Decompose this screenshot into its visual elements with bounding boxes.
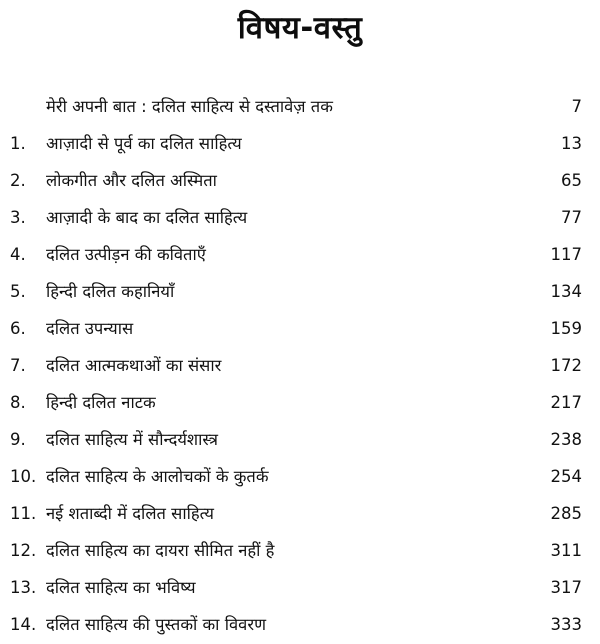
- toc-entry-2: [0, 162, 600, 199]
- entry-number: 10.: [10, 467, 37, 486]
- entry-page-number: 238: [550, 430, 582, 449]
- toc-entry-5: [0, 273, 600, 310]
- entry-number: 4.: [10, 245, 26, 264]
- entry-number: 6.: [10, 319, 26, 338]
- entry-number: 5.: [10, 282, 26, 301]
- toc-entry-3: [0, 199, 600, 236]
- entry-title: मेरी अपनी बात : दलित साहित्य से दस्तावेज़ तक: [46, 97, 333, 116]
- entry-page-number: 134: [550, 282, 582, 301]
- entry-title: दलित साहित्य की पुस्तकों का विवरण: [46, 615, 267, 634]
- entry-title: दलित उपन्यास: [46, 319, 134, 338]
- entry-page-number: 317: [550, 578, 582, 597]
- entry-page-number: 254: [550, 467, 582, 486]
- entry-number: 8.: [10, 393, 26, 412]
- entry-page-number: 7: [571, 97, 582, 116]
- entry-title: दलित साहित्य का भविष्य: [46, 578, 196, 597]
- entry-title: हिन्दी दलित कहानियाँ: [46, 282, 175, 301]
- entry-title: नई शताब्दी में दलित साहित्य: [46, 504, 214, 523]
- entry-title: दलित साहित्य के आलोचकों के कुतर्क: [46, 467, 269, 486]
- toc-entry-1: [0, 125, 600, 162]
- toc-entry-14: [0, 606, 600, 643]
- toc-entry-preface: [0, 88, 600, 125]
- entry-number: 2.: [10, 171, 26, 190]
- toc-entry-9: [0, 421, 600, 458]
- entry-page-number: 77: [561, 208, 582, 227]
- entry-number: 1.: [10, 134, 26, 153]
- entry-number: 9.: [10, 430, 26, 449]
- entry-title: आज़ादी के बाद का दलित साहित्य: [46, 208, 248, 227]
- entry-title: दलित साहित्य का दायरा सीमित नहीं है: [46, 541, 275, 560]
- table-of-contents: [0, 88, 600, 643]
- entry-number: 11.: [10, 504, 37, 523]
- entry-title: दलित साहित्य में सौन्दर्यशास्त्र: [46, 430, 218, 449]
- toc-entry-8: [0, 384, 600, 421]
- entry-page-number: 13: [561, 134, 582, 153]
- entry-title: आज़ादी से पूर्व का दलित साहित्य: [46, 134, 242, 153]
- toc-entry-4: [0, 236, 600, 273]
- entry-title: दलित उत्पीड़न की कविताएँ: [46, 245, 206, 264]
- entry-number: 7.: [10, 356, 26, 375]
- toc-entry-12: [0, 532, 600, 569]
- entry-page-number: 285: [550, 504, 582, 523]
- entry-page-number: 117: [550, 245, 582, 264]
- toc-entry-6: [0, 310, 600, 347]
- entry-number: 14.: [10, 615, 37, 634]
- entry-title: हिन्दी दलित नाटक: [46, 393, 156, 412]
- entry-title: लोकगीत और दलित अस्मिता: [46, 171, 217, 190]
- toc-entry-7: [0, 347, 600, 384]
- entry-page-number: 172: [550, 356, 582, 375]
- toc-entry-10: [0, 458, 600, 495]
- entry-number: 3.: [10, 208, 26, 227]
- entry-page-number: 217: [550, 393, 582, 412]
- toc-entry-11: [0, 495, 600, 532]
- entry-page-number: 159: [550, 319, 582, 338]
- entry-number: 13.: [10, 578, 37, 597]
- entry-title: दलित आत्मकथाओं का संसार: [46, 356, 222, 375]
- entry-page-number: 333: [550, 615, 582, 634]
- toc-entry-13: [0, 569, 600, 606]
- entry-page-number: 65: [561, 171, 582, 190]
- entry-page-number: 311: [550, 541, 582, 560]
- entry-number: 12.: [10, 541, 37, 560]
- page-title: विषय-वस्तु: [237, 10, 363, 46]
